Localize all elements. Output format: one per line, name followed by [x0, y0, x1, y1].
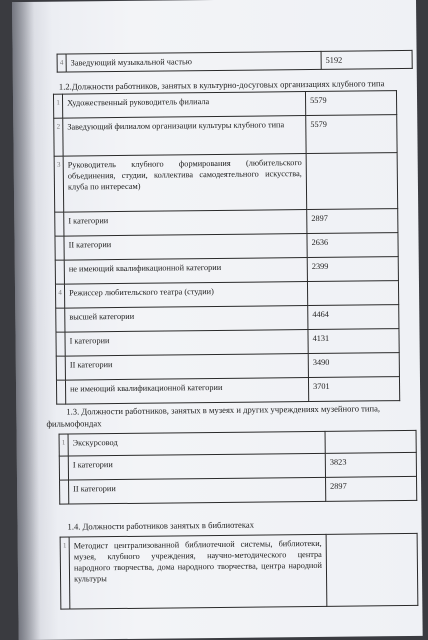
- table-row: [55, 209, 398, 237]
- row-number: [56, 380, 65, 404]
- row-number: [55, 260, 64, 284]
- salary-value: 2897: [326, 476, 417, 501]
- section-title-1-4: 1.4. Должности работников занятых в библиотеках: [67, 519, 255, 532]
- position-name: II категории: [69, 477, 326, 504]
- salary-value: 2897: [307, 209, 398, 234]
- row-number: [56, 356, 65, 380]
- section-title-1-3: 1.3. Должности работников, занятых в музеях и других учреждениях музейного типа,: [66, 403, 381, 417]
- position-name: не имеющий квалификационной категории: [65, 378, 308, 405]
- salary-value: [326, 533, 418, 606]
- table-top-continuation: [57, 50, 413, 73]
- position-name: Заведующий филиалом организации культуры клубного типа: [63, 116, 306, 157]
- table-row: [57, 50, 412, 72]
- position-name: Художественный руководитель филиала: [62, 92, 305, 119]
- position-name: высшей категории: [65, 306, 308, 333]
- salary-value: [307, 281, 398, 306]
- table-club-organizations: [53, 90, 400, 405]
- row-number: 1: [60, 537, 70, 609]
- scanned-page: [12, 0, 423, 640]
- row-number: 1: [59, 434, 68, 456]
- row-number: [59, 456, 68, 480]
- row-number: [60, 480, 69, 504]
- table-row: [54, 115, 397, 157]
- position-name: не имеющий квалификационной категории: [64, 258, 307, 285]
- position-name: I категории: [64, 210, 307, 237]
- table-row: [55, 233, 398, 261]
- position-name: Методист централизованной библиотечной системы, библиотеки, музея, клубного учреждения, научно-методического центра народного творчества, дома народного творчества, центра народной культуры: [69, 534, 327, 609]
- position-name: II категории: [64, 234, 307, 261]
- table-row: [56, 353, 399, 381]
- page-binding-shadow: [12, 2, 41, 640]
- table-row: [55, 281, 398, 309]
- table-row: [60, 533, 418, 609]
- salary-value: 3701: [308, 377, 399, 402]
- salary-value: [306, 153, 398, 210]
- table-row: [56, 377, 399, 405]
- position-name: I категории: [68, 453, 325, 480]
- salary-value: 5579: [306, 115, 397, 154]
- salary-value: [325, 430, 416, 453]
- row-number: 3: [54, 156, 64, 212]
- row-number: 4: [57, 54, 66, 72]
- salary-value: 4464: [308, 305, 399, 330]
- row-number: 4: [55, 284, 64, 308]
- table-row: [54, 153, 398, 213]
- table-row: [56, 329, 399, 357]
- salary-value: 3490: [308, 353, 399, 378]
- table-row: [56, 305, 399, 333]
- row-number: [56, 308, 65, 332]
- table-row: [53, 91, 396, 119]
- position-name: I категории: [65, 330, 308, 357]
- salary-value: 2399: [307, 257, 398, 282]
- position-name: Руководитель клубного формирования (любительского объединения, студии, коллектива самодеятельного искусства, клуба по интересам): [63, 154, 307, 213]
- salary-value: 2636: [307, 233, 398, 258]
- row-number: [55, 212, 64, 236]
- row-number: 1: [53, 94, 62, 118]
- row-number: 2: [54, 118, 63, 156]
- position-name: II категории: [65, 354, 308, 381]
- position-name: Заведующий музыкальной частью: [66, 51, 321, 72]
- table-libraries: [60, 533, 419, 610]
- salary-value: 5192: [321, 50, 412, 69]
- section-title-1-3-continued: фильмофондах: [46, 418, 102, 429]
- table-row: [55, 257, 398, 285]
- salary-value: 4131: [308, 329, 399, 354]
- table-museums: [59, 430, 418, 505]
- position-name: Режиссер любительского театра (студии): [64, 282, 307, 309]
- salary-value: 5579: [305, 91, 396, 116]
- table-row: [60, 476, 417, 504]
- position-name: Экскурсовод: [68, 431, 325, 456]
- section-title-1-2: 1.2.Должности работников, занятых в культурно-досуговых организациях клубного типа: [58, 78, 385, 92]
- row-number: [55, 236, 64, 260]
- salary-value: 3823: [325, 452, 416, 477]
- row-number: [56, 332, 65, 356]
